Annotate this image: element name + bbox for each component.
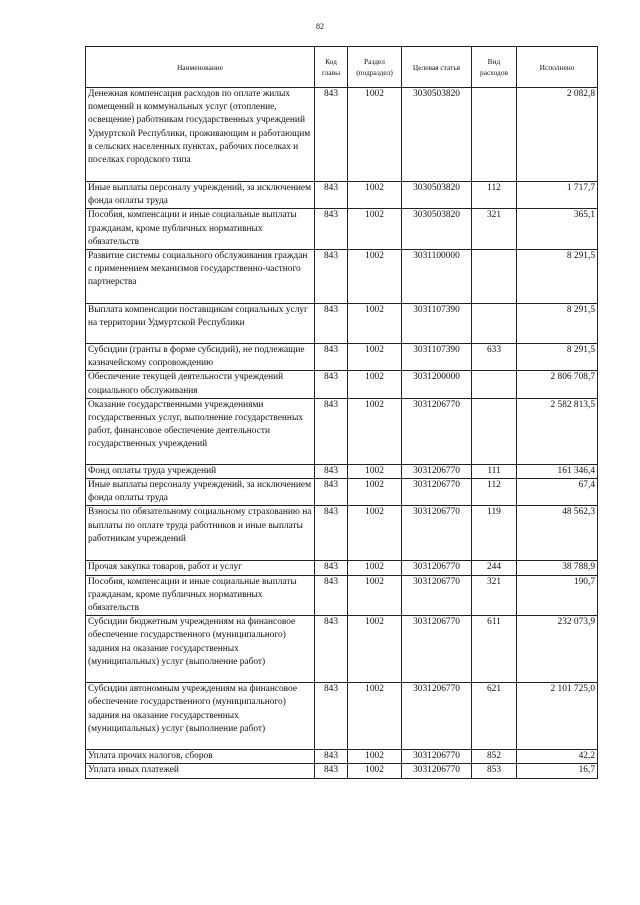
cell-target: 3031206770 <box>402 683 472 750</box>
cell-section: 1002 <box>348 371 402 398</box>
cell-target: 3031206770 <box>402 575 472 616</box>
table-row <box>86 750 598 764</box>
cell-target: 3031206770 <box>402 616 472 683</box>
cell-code: 843 <box>315 182 348 209</box>
cell-name: Выплата компенсации поставщикам социальных услуг на территории Удмуртской Республики <box>86 304 315 344</box>
cell-executed: 1 717,7 <box>517 182 598 209</box>
cell-code: 843 <box>315 506 348 561</box>
header-executed: Исполнено <box>517 47 598 88</box>
header-type: Вид расходов <box>472 47 517 88</box>
cell-type: 621 <box>472 683 517 750</box>
cell-name: Обеспечение текущей деятельности учреждений социального обслуживания <box>86 371 315 398</box>
cell-executed: 190,7 <box>517 575 598 616</box>
table-row <box>86 209 598 250</box>
cell-executed: 42,2 <box>517 750 598 764</box>
cell-target: 3031107390 <box>402 344 472 371</box>
cell-name: Уплата иных платежей <box>86 764 315 778</box>
cell-code: 843 <box>315 750 348 764</box>
cell-executed: 2 101 725,0 <box>517 683 598 750</box>
cell-name: Иные выплаты персоналу учреждений, за исключением фонда оплаты труда <box>86 182 315 209</box>
cell-type <box>472 88 517 182</box>
cell-type: 111 <box>472 464 517 478</box>
cell-executed: 2 582 813,5 <box>517 398 598 464</box>
cell-section: 1002 <box>348 464 402 478</box>
cell-name: Субсидии бюджетным учреждениям на финансовое обеспечение государственного (муниципального) задания на оказание государственных (муниципальных) услуг (выполнение работ) <box>86 616 315 683</box>
cell-executed: 48 562,3 <box>517 506 598 561</box>
cell-name: Уплата прочих налогов, сборов <box>86 750 315 764</box>
cell-target: 3031206770 <box>402 764 472 778</box>
cell-name: Пособия, компенсации и иные социальные выплаты гражданам, кроме публичных нормативных обязательств <box>86 575 315 616</box>
cell-executed: 8 291,5 <box>517 304 598 344</box>
cell-name: Пособия, компенсации и иные социальные выплаты гражданам, кроме публичных нормативных обязательств <box>86 209 315 250</box>
cell-section: 1002 <box>348 479 402 506</box>
cell-section: 1002 <box>348 209 402 250</box>
cell-type <box>472 304 517 344</box>
table-row <box>86 479 598 506</box>
cell-section: 1002 <box>348 88 402 182</box>
cell-type: 852 <box>472 750 517 764</box>
table-row <box>86 764 598 778</box>
cell-name: Субсидии (гранты в форме субсидий), не подлежащие казначейскому сопровождению <box>86 344 315 371</box>
cell-section: 1002 <box>348 344 402 371</box>
cell-executed: 161 346,4 <box>517 464 598 478</box>
cell-executed: 16,7 <box>517 764 598 778</box>
table-row <box>86 304 598 344</box>
cell-executed: 232 073,9 <box>517 616 598 683</box>
cell-name: Оказание государственными учреждениями государственных услуг, выполнение государственных работ, финансовое обеспечение деятельности государственных учреждений <box>86 398 315 464</box>
cell-target: 3031107390 <box>402 304 472 344</box>
cell-executed: 8 291,5 <box>517 250 598 304</box>
cell-executed: 2 806 708,7 <box>517 371 598 398</box>
cell-section: 1002 <box>348 750 402 764</box>
cell-name: Иные выплаты персоналу учреждений, за исключением фонда оплаты труда <box>86 479 315 506</box>
cell-type: 244 <box>472 561 517 575</box>
cell-section: 1002 <box>348 561 402 575</box>
cell-name: Развитие системы социального обслуживания граждан с применением механизмов государственно-частного партнерства <box>86 250 315 304</box>
cell-code: 843 <box>315 616 348 683</box>
table-row <box>86 250 598 304</box>
expenditure-table <box>85 46 598 779</box>
cell-code: 843 <box>315 371 348 398</box>
cell-type <box>472 398 517 464</box>
cell-code: 843 <box>315 209 348 250</box>
cell-target: 3031206770 <box>402 398 472 464</box>
cell-target: 3031206770 <box>402 750 472 764</box>
cell-code: 843 <box>315 250 348 304</box>
cell-executed: 38 788,9 <box>517 561 598 575</box>
cell-section: 1002 <box>348 683 402 750</box>
header-section: Раздел (подраздел) <box>348 47 402 88</box>
cell-executed: 8 291,5 <box>517 344 598 371</box>
cell-code: 843 <box>315 561 348 575</box>
cell-section: 1002 <box>348 764 402 778</box>
cell-target: 3030503820 <box>402 88 472 182</box>
cell-code: 843 <box>315 575 348 616</box>
cell-type: 853 <box>472 764 517 778</box>
cell-target: 3031206770 <box>402 561 472 575</box>
table-header-row <box>86 47 598 88</box>
table-row <box>86 88 598 182</box>
cell-target: 3031200000 <box>402 371 472 398</box>
page-number: 82 <box>316 22 324 31</box>
cell-target: 3030503820 <box>402 182 472 209</box>
cell-type <box>472 250 517 304</box>
cell-code: 843 <box>315 464 348 478</box>
table-row <box>86 344 598 371</box>
cell-section: 1002 <box>348 304 402 344</box>
table-row <box>86 683 598 750</box>
cell-type: 321 <box>472 209 517 250</box>
cell-type: 611 <box>472 616 517 683</box>
table-row <box>86 371 598 398</box>
cell-section: 1002 <box>348 398 402 464</box>
table-row <box>86 616 598 683</box>
cell-section: 1002 <box>348 616 402 683</box>
cell-name: Прочая закупка товаров, работ и услуг <box>86 561 315 575</box>
cell-target: 3031100000 <box>402 250 472 304</box>
cell-executed: 67,4 <box>517 479 598 506</box>
cell-type: 112 <box>472 182 517 209</box>
cell-code: 843 <box>315 304 348 344</box>
table-row <box>86 464 598 478</box>
cell-name: Субсидии автономным учреждениям на финансовое обеспечение государственного (муниципального) задания на оказание государственных (муниципальных) услуг (выполнение работ) <box>86 683 315 750</box>
cell-type: 119 <box>472 506 517 561</box>
cell-target: 3031206770 <box>402 464 472 478</box>
cell-section: 1002 <box>348 182 402 209</box>
cell-target: 3030503820 <box>402 209 472 250</box>
table-row <box>86 506 598 561</box>
cell-code: 843 <box>315 479 348 506</box>
cell-type <box>472 371 517 398</box>
cell-section: 1002 <box>348 575 402 616</box>
cell-name: Взносы по обязательному социальному страхованию на выплаты по оплате труда работников и иные выплаты работникам учреждений <box>86 506 315 561</box>
cell-code: 843 <box>315 398 348 464</box>
cell-type: 112 <box>472 479 517 506</box>
table-row <box>86 561 598 575</box>
header-code: Код главы <box>315 47 348 88</box>
cell-name: Фонд оплаты труда учреждений <box>86 464 315 478</box>
cell-target: 3031206770 <box>402 479 472 506</box>
header-target: Целевая статья <box>402 47 472 88</box>
table-row <box>86 398 598 464</box>
cell-type: 321 <box>472 575 517 616</box>
cell-target: 3031206770 <box>402 506 472 561</box>
cell-name: Денежная компенсация расходов по оплате жилых помещений и коммунальных услуг (отопление, освещение) работникам государственных учреждений Удмуртской Республики, проживающим и работающим в сельских населенных пунктах, рабочих поселках и поселках городского типа <box>86 88 315 182</box>
cell-code: 843 <box>315 88 348 182</box>
cell-section: 1002 <box>348 250 402 304</box>
table-row <box>86 575 598 616</box>
table-row <box>86 182 598 209</box>
cell-type: 633 <box>472 344 517 371</box>
cell-section: 1002 <box>348 506 402 561</box>
cell-executed: 2 082,8 <box>517 88 598 182</box>
cell-executed: 365,1 <box>517 209 598 250</box>
cell-code: 843 <box>315 683 348 750</box>
cell-code: 843 <box>315 344 348 371</box>
cell-code: 843 <box>315 764 348 778</box>
header-name: Наименование <box>86 47 315 88</box>
